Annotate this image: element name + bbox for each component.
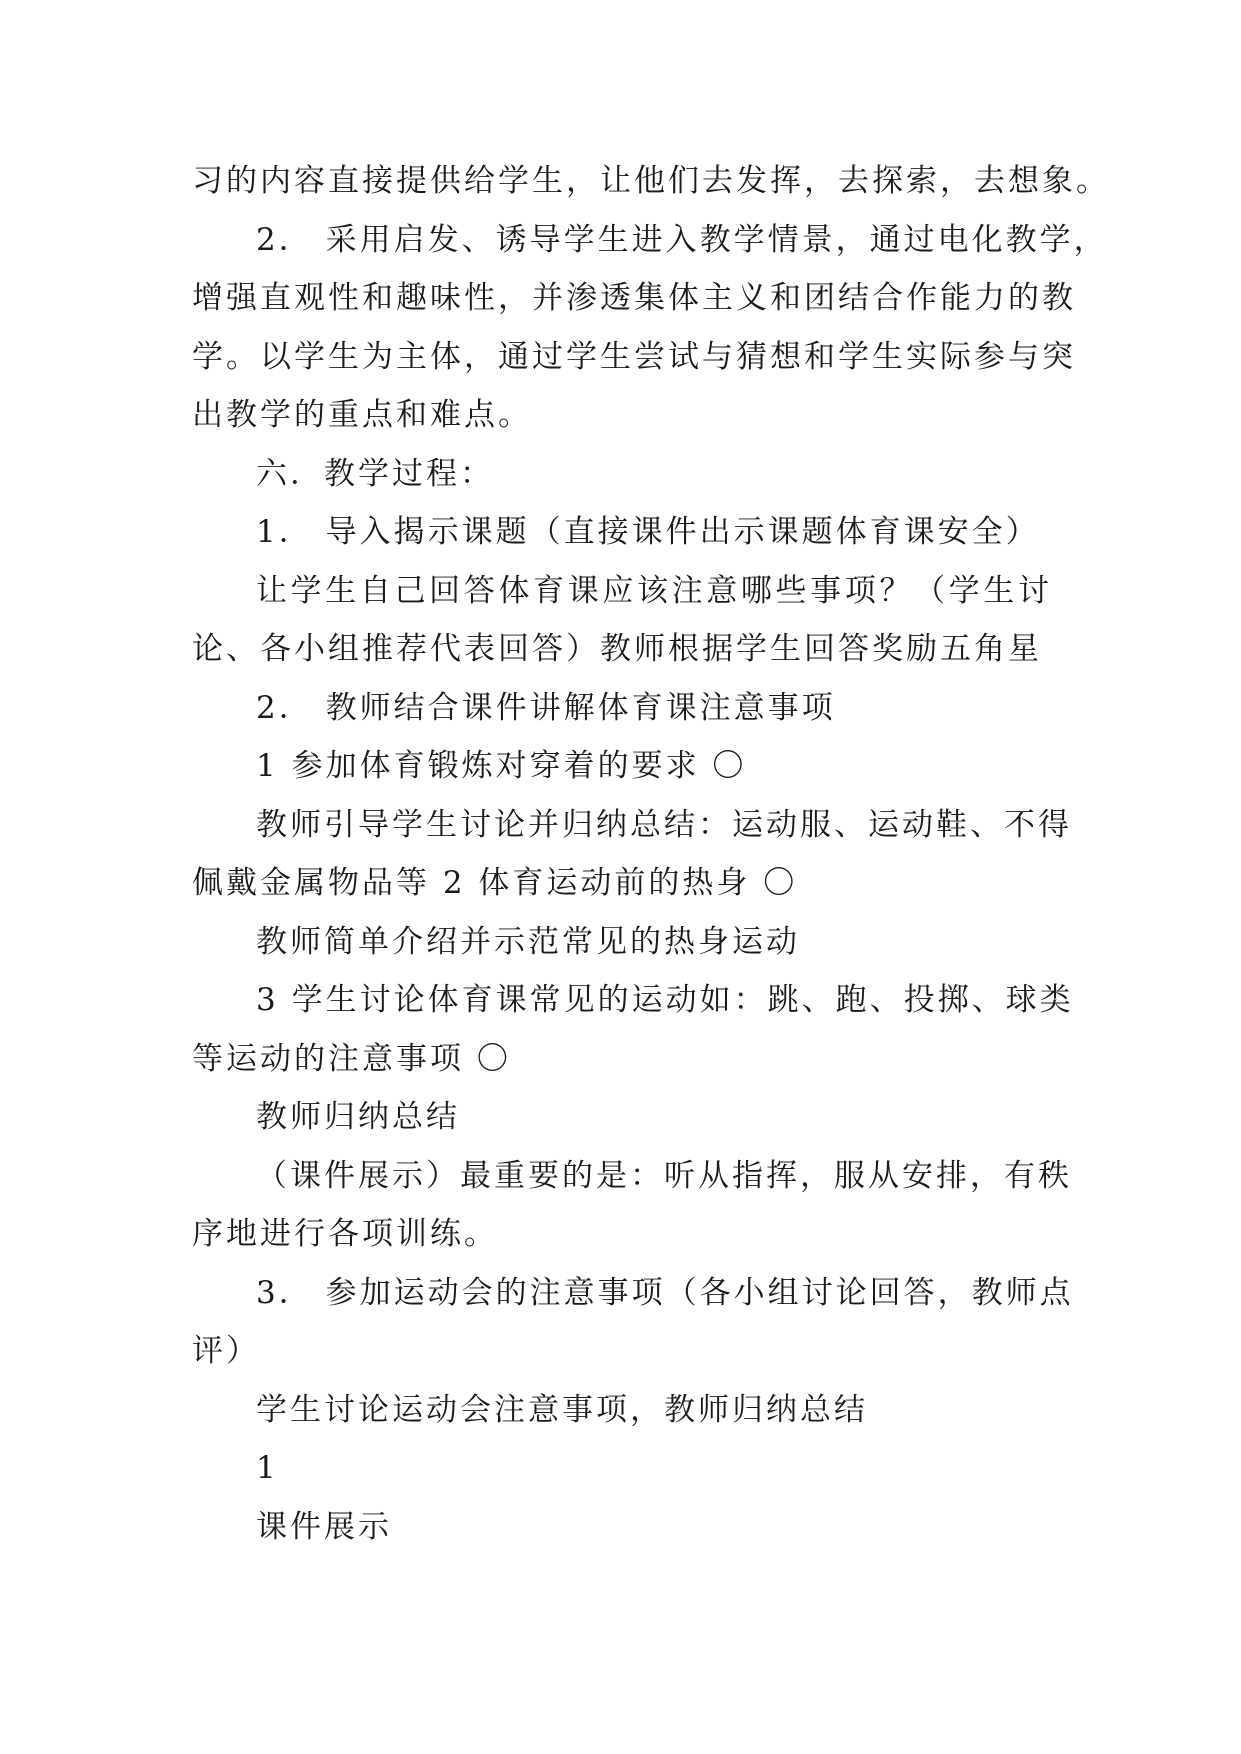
section-heading: 六．教学过程：	[256, 455, 494, 492]
paragraph-line: 增强直观性和趣味性，并渗透集体主义和团结合作能力的教	[192, 280, 1076, 316]
paragraph-line: 1． 导入揭示课题（直接课件出示课题体育课安全）	[256, 514, 1040, 550]
paragraph-line: 课件展示	[256, 1508, 392, 1545]
paragraph-line: 评）	[192, 1333, 260, 1369]
paragraph-line: 论、各小组推荐代表回答）教师根据学生回答奖励五角星	[192, 631, 1042, 667]
paragraph-line: 教师归纳总结	[256, 1099, 460, 1135]
paragraph-line: 3 学生讨论体育课常见的运动如：跳、跑、投掷、球类	[256, 982, 1074, 1018]
paragraph-line: 序地进行各项训练。	[192, 1216, 498, 1252]
paragraph-line: 1	[256, 1450, 279, 1486]
paragraph-line: 2． 采用启发、诱导学生进入教学情景，通过电化教学，	[256, 221, 1108, 258]
paragraph-line: 出教学的重点和难点。	[192, 397, 532, 433]
paragraph-line: 佩戴金属物品等 2 体育运动前的热身 〇	[192, 865, 798, 901]
paragraph-line: 学生讨论运动会注意事项，教师归纳总结	[256, 1391, 868, 1428]
paragraph-line: 等运动的注意事项 〇	[192, 1040, 511, 1077]
paragraph-line: 3． 参加运动会的注意事项（各小组讨论回答，教师点	[256, 1274, 1074, 1311]
paragraph-line: 习的内容直接提供给学生，让他们去发挥，去探索，去想象。	[192, 163, 1110, 199]
paragraph-line: 让学生自己回答体育课应该注意哪些事项？（学生讨	[256, 572, 1052, 609]
paragraph-line: 教师引导学生讨论并归纳总结：运动服、运动鞋、不得	[256, 806, 1072, 843]
document-body	[192, 152, 1110, 1556]
paragraph-line: 2． 教师结合课件讲解体育课注意事项	[256, 689, 836, 726]
paragraph-line: （课件展示）最重要的是：听从指挥，服从安排，有秩	[256, 1157, 1072, 1194]
paragraph-line: 学。以学生为主体，通过学生尝试与猜想和学生实际参与突	[192, 338, 1076, 375]
paragraph-line: 教师简单介绍并示范常见的热身运动	[256, 923, 800, 960]
paragraph-line: 1 参加体育锻炼对穿着的要求 〇	[256, 748, 747, 784]
